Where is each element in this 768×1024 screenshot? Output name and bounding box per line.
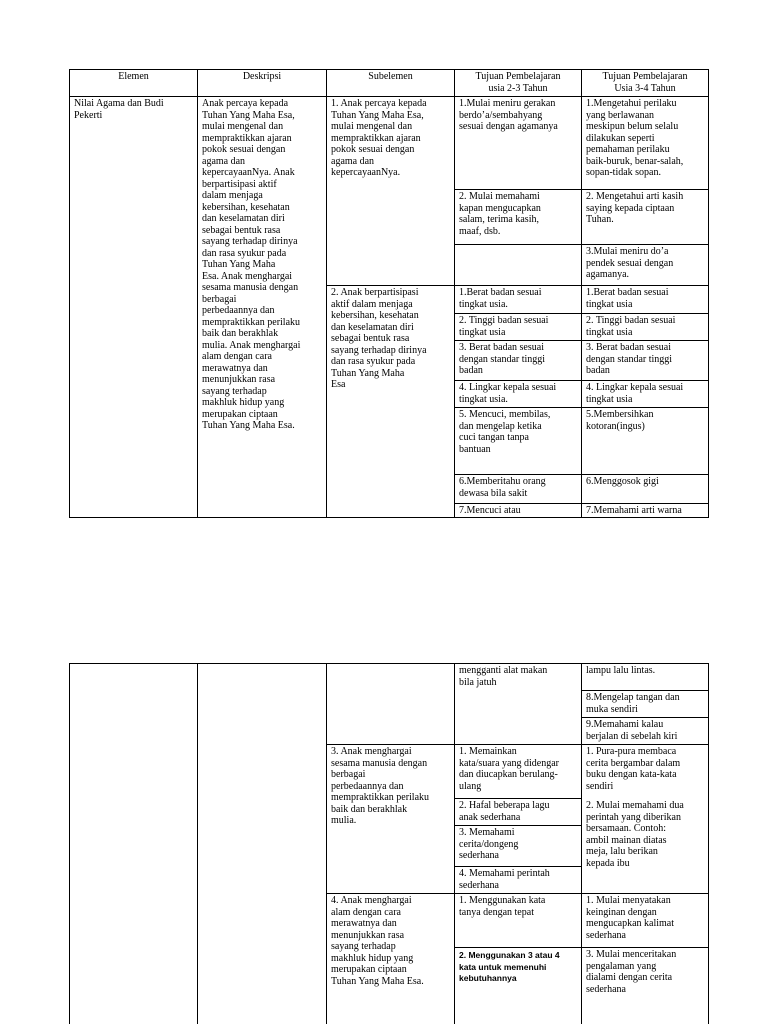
subelemen-3: 3. Anak menghargai sesama manusia dengan berbagai perbedaannya dan mempraktikkan perilaku baik dan berakhlak mulia. (331, 746, 430, 826)
goal-3-4-item: 1. Pura-pura membaca cerita bergambar dalam buku dengan kata-kata sendiri (586, 746, 681, 792)
goal-2-3-item: 2. Tinggi badan sesuai tingkat usia (459, 315, 549, 338)
header-subelemen: Subelemen (368, 71, 413, 82)
goal-2-3-item: 4. Memahami perintah sederhana (459, 868, 550, 891)
header-tujuan-3-4: Tujuan Pembelajaran Usia 3-4 Tahun (602, 71, 688, 94)
goal-3-4-item: 3. Berat badan sesuai dengan standar tinggi badan (586, 342, 673, 376)
goal-3-4-item: 6.Menggosok gigi (586, 476, 659, 487)
goal-2-3-item: 7.Mencuci atau (459, 505, 521, 516)
goal-2-3-item: 3. Memahami cerita/dongeng sederhana (459, 827, 519, 861)
goal-2-3-item: mengganti alat makan bila jatuh (459, 665, 548, 688)
goal-2-3-item: 2. Mulai memahami kapan mengucapkan salam, terima kasih, maaf, dsb. (459, 191, 541, 237)
goal-2-3-item: 6.Memberitahu orang dewasa bila sakit (459, 476, 546, 499)
goal-3-4-item: 1.Mengetahui perilaku yang berlawanan meskipun belum selalu dilakukan seperti pemahaman perilaku baik-buruk, benar-salah, sopan-tidak sopan. (586, 98, 684, 178)
goal-3-4-item: 1.Berat badan sesuai tingkat usia (586, 287, 669, 310)
goal-3-4-item: 2. Mulai memahami dua perintah yang diberikan bersamaan. Contoh: ambil mainan diatas meja, lalu berikan kepada ibu (586, 800, 684, 869)
goal-3-4-item: lampu lalu lintas. (586, 665, 656, 676)
goal-3-4-item: 3. Mulai menceritakan pengalaman yang dialami dengan cerita sederhana (586, 949, 677, 995)
goal-3-4-item: 8.Mengelap tangan dan muka sendiri (586, 692, 680, 715)
goal-3-4-item: 3.Mulai meniru do’a pendek sesuai dengan agamanya. (586, 246, 674, 280)
goal-2-3-item: 4. Lingkar kepala sesuai tingkat usia. (459, 382, 557, 405)
subelemen-4: 4. Anak menghargai alam dengan cara merawatnya dan menunjukkan rasa sayang terhadap makhluk hidup yang merupakan ciptaan Tuhan Yang Maha Esa. (331, 895, 424, 987)
goal-3-4-item: 5.Membersihkan kotoran(ingus) (586, 409, 654, 432)
goal-3-4-item: 7.Memahami arti warna (586, 505, 682, 516)
header-deskripsi: Deskripsi (242, 71, 282, 82)
goal-2-3-item: 2. Hafal beberapa lagu anak sederhana (459, 800, 550, 823)
goal-2-3-item: 1.Berat badan sesuai tingkat usia. (459, 287, 542, 310)
header-elemen: Elemen (118, 71, 149, 82)
elemen-cell: Nilai Agama dan Budi Pekerti (74, 98, 164, 121)
goal-2-3-item: 2. Menggunakan 3 atau 4 kata untuk memenuhi kebutuhannya (459, 950, 560, 983)
subelemen-1: 1. Anak percaya kepada Tuhan Yang Maha Esa, mulai mengenal dan mempraktikkan ajaran pokok sesuai dengan agama dan kepercayaanNya. (331, 98, 427, 178)
goal-3-4-item: 2. Mengetahui arti kasih saying kepada ciptaan Tuhan. (586, 191, 684, 225)
goal-2-3-item: 3. Berat badan sesuai dengan standar tinggi badan (459, 342, 546, 376)
goal-2-3-item: 5. Mencuci, membilas, dan mengelap ketika cuci tangan tanpa bantuan (459, 409, 551, 455)
goal-2-3-item: 1. Memainkan kata/suara yang didengar dan diucapkan berulang- ulang (459, 746, 559, 792)
subelemen-2: 2. Anak berpartisipasi aktif dalam menjaga kebersihan, kesehatan dan keselamatan diri sebagai bentuk rasa sayang terhadap dirinya dan rasa syukur pada Tuhan Yang Maha Esa (331, 287, 427, 390)
header-tujuan-2-3: Tujuan Pembelajaran usia 2-3 Tahun (475, 71, 561, 94)
deskripsi-cell: Anak percaya kepada Tuhan Yang Maha Esa, mulai mengenal dan mempraktikkan ajaran pokok sesuai dengan agama dan kepercayaanNya. Anak berpartisipasi aktif dalam menjaga kebersihan, kesehatan dan keselamatan diri sebagai bentuk rasa sayang terhadap dirinya dan rasa syukur pada Tuhan Yang Maha Esa. Anak menghargai sesama manusia dengan berbagai perbedaannya dan mempraktikkan perilaku baik dan berakhlak mulia. Anak menghargai alam dengan cara merawatnya dan menunjukkan rasa sayang terhadap makhluk hidup yang merupakan ciptaan Tuhan Yang Maha Esa. (202, 98, 301, 431)
goal-2-3-item: 1.Mulai meniru gerakan berdo’a/sembahyang sesuai dengan agamanya (459, 98, 558, 132)
goal-3-4-item: 9.Memahami kalau berjalan di sebelah kiri (586, 719, 678, 742)
goal-3-4-item: 2. Tinggi badan sesuai tingkat usia (586, 315, 676, 338)
goal-2-3-item: 1. Menggunakan kata tanya dengan tepat (459, 895, 546, 918)
goal-3-4-item: 1. Mulai menyatakan keinginan dengan mengucapkan kalimat sederhana (586, 895, 675, 941)
goal-3-4-item: 4. Lingkar kepala sesuai tingkat usia (586, 382, 684, 405)
